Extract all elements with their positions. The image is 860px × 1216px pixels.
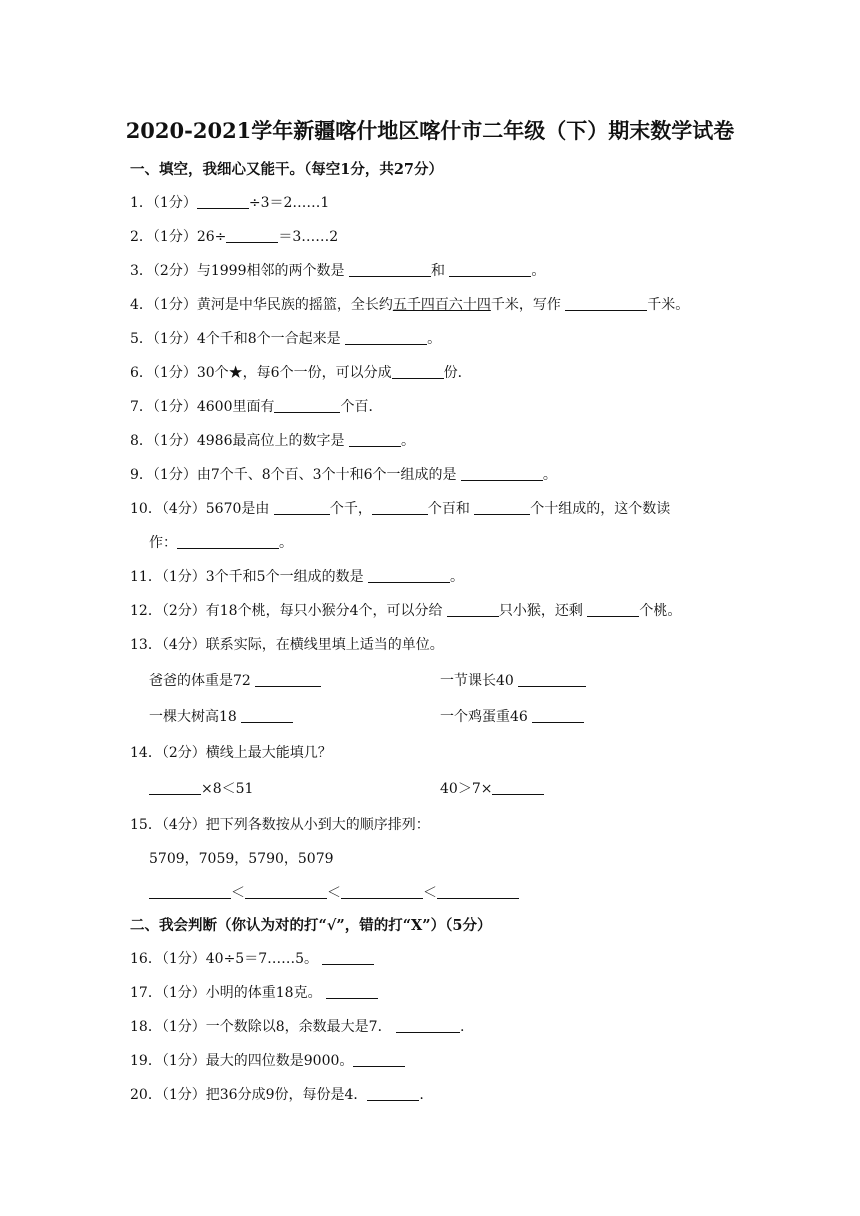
question-number: 4． [130,297,153,313]
question-number: 3． [130,263,153,279]
question-number: 7． [130,399,153,415]
answer-blank[interactable] [345,330,427,345]
question-score: （1分） [152,433,197,449]
answer-blank[interactable] [341,884,423,899]
question-score: （4分） [161,637,206,653]
question-13-item-1: 爸爸的体重是72 [149,670,321,690]
answer-blank[interactable] [255,672,321,687]
question-number: 12． [130,603,162,619]
question-score: （4分） [161,501,206,517]
question-number: 5． [130,331,153,347]
question-number: 1． [130,195,153,211]
question-number: 8． [130,433,153,449]
question-10-continued: 作： 。 [149,535,293,551]
answer-blank[interactable] [353,1052,405,1067]
question-14-item-1: ×8＜51 [149,778,253,798]
question-20: 20．（1分）把36分成9份，每份是4． . [130,1087,424,1103]
question-score: （2分） [161,745,206,761]
answer-blank[interactable] [322,950,374,965]
answer-blank[interactable] [367,1086,419,1101]
question-13-item-2: 一节课长40 [440,670,586,690]
question-score: （1分） [161,1053,206,1069]
answer-blank[interactable] [474,500,530,515]
question-score: （1分） [161,569,206,585]
question-12: 12．（2分）有18个桃，每只小猴分4个，可以分给 只小猴，还剩 个桃。 [130,603,682,619]
question-14-item-2: 40＞7× [440,778,544,798]
question-score: （1分） [152,195,197,211]
question-number: 2． [130,229,153,245]
question-2: 2．（1分）26÷ ＝3……2 [130,229,339,245]
answer-blank[interactable] [274,398,340,413]
question-18: 18．（1分）一个数除以8，余数最大是7． . [130,1019,465,1035]
question-9: 9．（1分）由7个千、8个百、3个十和6个一组成的是 。 [130,467,557,483]
answer-blank[interactable] [241,708,293,723]
page-title: 2020-2021学年新疆喀什地区喀什市二年级（下）期末数学试卷 [125,118,735,143]
answer-blank[interactable] [447,602,499,617]
answer-blank[interactable] [587,602,639,617]
answer-blank[interactable] [437,884,519,899]
answer-blank[interactable] [461,466,543,481]
question-score: （2分） [161,603,206,619]
section-2-heading: 二、我会判断（你认为对的打“√”，错的打“X”）（5分） [130,917,492,934]
question-number: 14． [130,745,162,761]
answer-blank[interactable] [518,672,586,687]
question-score: （1分） [152,399,197,415]
answer-blank[interactable] [274,500,330,515]
question-8: 8．（1分）4986最高位上的数字是 。 [130,433,415,449]
question-score: （2分） [152,263,197,279]
answer-blank[interactable] [197,194,249,209]
question-13-item-4: 一个鸡蛋重46 [440,706,584,726]
question-score: （1分） [161,985,206,1001]
question-5: 5．（1分）4个千和8个一合起来是 。 [130,331,442,347]
question-score: （1分） [152,229,197,245]
answer-blank[interactable] [177,534,279,549]
question-number: 18． [130,1019,162,1035]
answer-blank[interactable] [565,296,647,311]
question-number: 20． [130,1087,162,1103]
answer-blank[interactable] [149,780,201,795]
question-number: 10． [130,501,162,517]
question-number: 16． [130,951,162,967]
question-7: 7．（1分）4600里面有 个百． [130,399,383,415]
answer-blank[interactable] [492,780,544,795]
answer-blank[interactable] [349,262,431,277]
question-15-numbers: 5709，7059，5790，5079 [149,851,334,867]
question-3: 3．（2分）与1999相邻的两个数是 和 。 [130,263,546,279]
question-number: 11． [130,569,162,585]
question-number: 9． [130,467,153,483]
question-1: 1．（1分） ÷3＝2……1 [130,195,330,211]
question-15: 15．（4分）把下列各数按从小到大的顺序排列： [130,817,430,833]
answer-blank[interactable] [349,432,401,447]
question-11: 11．（1分）3个千和5个一组成的数是 。 [130,569,465,585]
question-6: 6．（1分）30个★，每6个一份，可以分成 份． [130,365,472,381]
question-4: 4．（1分）黄河是中华民族的摇篮，全长约五千四百六十四千米，写作 千米。 [130,297,690,313]
question-number: 6． [130,365,153,381]
question-score: （1分） [152,467,197,483]
answer-blank[interactable] [368,568,450,583]
answer-blank[interactable] [392,364,444,379]
answer-blank[interactable] [149,884,231,899]
question-score: （1分） [152,297,197,313]
question-score: （1分） [161,1019,206,1035]
question-number: 17． [130,985,162,1001]
question-16: 16．（1分）40÷5＝7……5。 [130,948,374,968]
answer-blank[interactable] [245,884,327,899]
answer-blank[interactable] [532,708,584,723]
question-14: 14．（2分）横线上最大能填几？ [130,745,332,761]
question-13-item-3: 一棵大树高18 [149,706,293,726]
question-score: （1分） [161,1087,206,1103]
question-15-order-blanks: ＜ ＜ ＜ [149,882,519,902]
underlined-number-words: 五千四百六十四 [392,297,491,313]
answer-blank[interactable] [449,262,531,277]
section-1-heading: 一、填空，我细心又能干。（每空1分，共27分） [130,161,444,178]
question-number: 19． [130,1053,162,1069]
answer-blank[interactable] [372,500,428,515]
answer-blank[interactable] [226,228,278,243]
answer-blank[interactable] [326,984,378,999]
question-number: 13． [130,637,162,653]
question-10: 10．（4分）5670是由 个千， 个百和 个十组成的，这个数读 [130,501,671,517]
answer-blank[interactable] [396,1018,460,1033]
question-number: 15． [130,817,162,833]
question-19: 19．（1分）最大的四位数是9000。 [130,1050,405,1070]
question-score: （1分） [152,331,197,347]
question-17: 17．（1分）小明的体重18克。 [130,982,378,1002]
question-score: （1分） [152,365,197,381]
question-13: 13．（4分）联系实际，在横线里填上适当的单位。 [130,637,444,653]
question-score: （1分） [161,951,206,967]
question-score: （4分） [161,817,206,833]
